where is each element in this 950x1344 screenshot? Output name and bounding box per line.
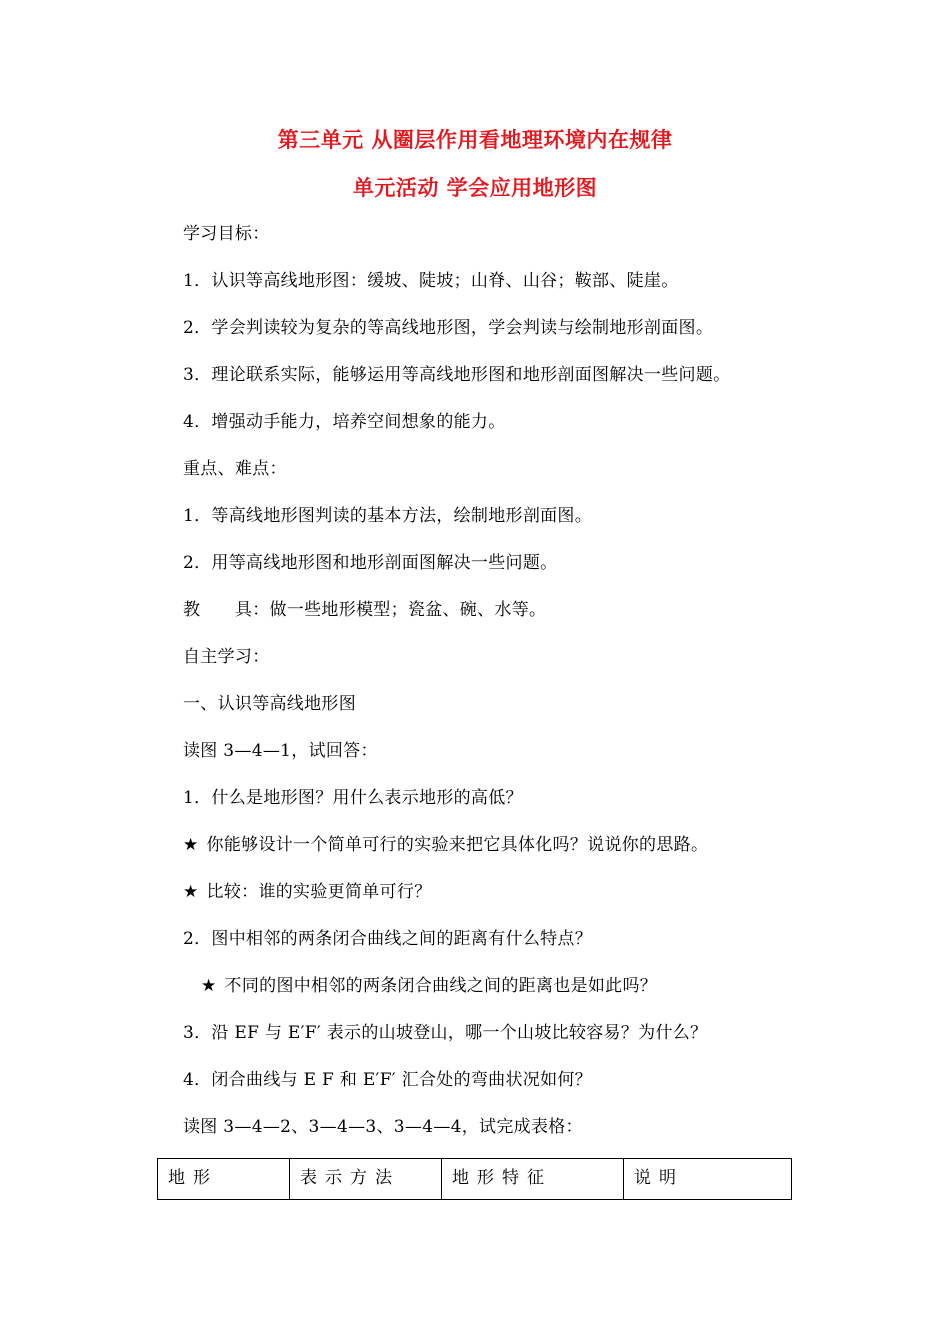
terrain-table [157, 1158, 792, 1200]
question-4: 4．闭合曲线与 E F 和 E′F′ 汇合处的弯曲状况如何？ [183, 1070, 592, 1090]
goal-item: 3．理论联系实际，能够运用等高线地形图和地形剖面图解决一些问题。 [183, 365, 731, 385]
star-question-text: 比较：谁的实验更简单可行？ [206, 882, 432, 902]
star-question [201, 975, 657, 997]
star-question [183, 881, 431, 903]
key-point: 1．等高线地形图判读的基本方法，绘制地形剖面图。 [183, 506, 593, 526]
key-point: 2．用等高线地形图和地形剖面图解决一些问题。 [183, 553, 558, 573]
read-instruction: 读图 3—4—1，试回答： [183, 741, 378, 761]
star-icon: ★ [201, 976, 217, 996]
key-heading: 重点、难点： [183, 459, 287, 479]
question-1: 1．什么是地形图？用什么表示地形的高低？ [183, 788, 523, 808]
star-question [183, 834, 708, 856]
star-icon: ★ [183, 882, 199, 902]
section-heading: 一、认识等高线地形图 [183, 694, 356, 714]
star-icon: ★ [183, 835, 199, 855]
goal-item: 1．认识等高线地形图：缓坡、陡坡；山脊、山谷；鞍部、陡崖。 [183, 271, 679, 291]
page-subtitle: 单元活动 学会应用地形图 [352, 176, 598, 200]
table-header-cell: 说明 [624, 1159, 792, 1200]
goal-item: 2．学会判读较为复杂的等高线地形图，学会判读与绘制地形剖面图。 [183, 318, 714, 338]
table-header-cell: 地形特征 [442, 1159, 624, 1200]
table-header-cell: 地形 [158, 1159, 290, 1200]
goal-item: 4．增强动手能力，培养空间想象的能力。 [183, 412, 506, 432]
page-title: 第三单元 从圈层作用看地理环境内在规律 [277, 128, 673, 152]
self-study-heading: 自主学习： [183, 647, 270, 667]
question-2: 2．图中相邻的两条闭合曲线之间的距离有什么特点？ [183, 929, 593, 949]
goals-heading: 学习目标： [183, 224, 270, 244]
star-question-text: 你能够设计一个简单可行的实验来把它具体化吗？说说你的思路。 [206, 835, 709, 855]
read-instruction: 读图 3—4—2、3—4—3、3—4—4，试完成表格： [183, 1117, 583, 1137]
tools-line: 教 具：做一些地形模型；瓷盆、碗、水等。 [183, 600, 547, 620]
table-header-cell: 表示方法 [290, 1159, 442, 1200]
star-question-text: 不同的图中相邻的两条闭合曲线之间的距离也是如此吗？ [224, 976, 658, 996]
question-3: 3．沿 EF 与 E′F′ 表示的山坡登山，哪一个山坡比较容易？为什么？ [183, 1023, 708, 1043]
table-header-row [158, 1159, 792, 1200]
